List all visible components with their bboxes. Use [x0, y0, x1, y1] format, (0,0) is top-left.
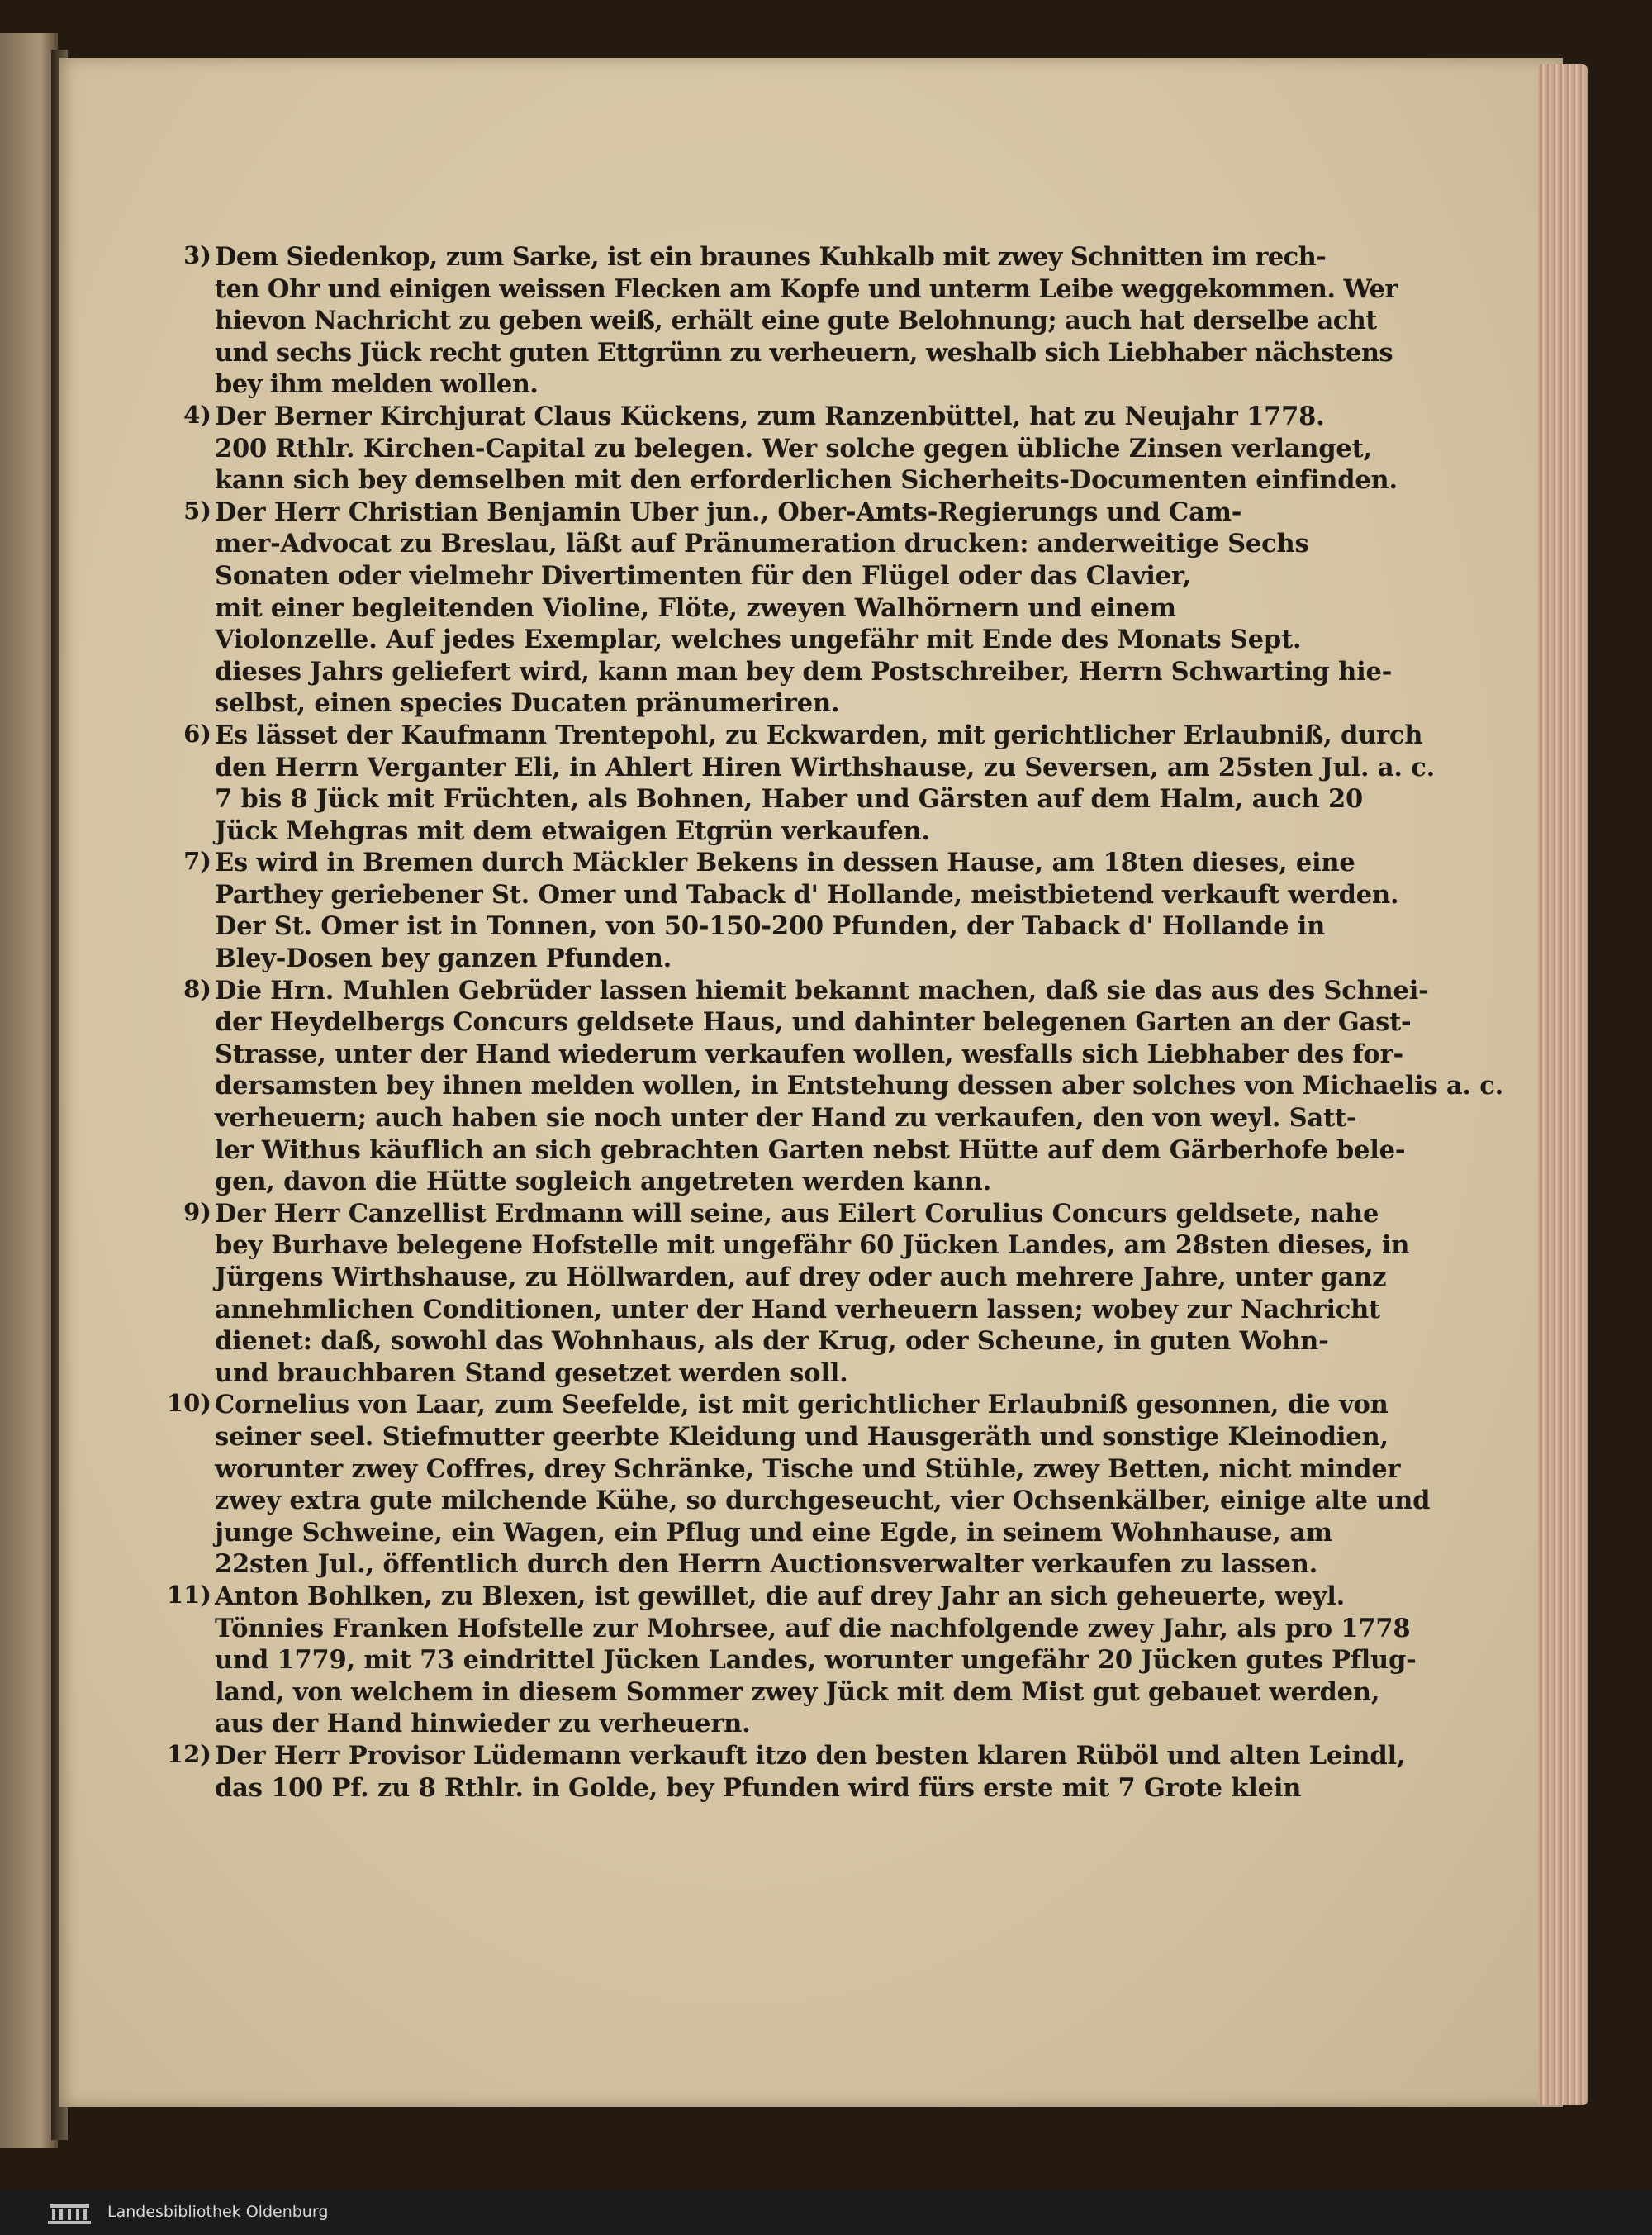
notice-line: mer-Advocat zu Breslau, läßt auf Pränumeration drucken: anderweitige Sechs [215, 529, 1309, 559]
footer-bar [0, 2190, 1652, 2235]
notice-line: verheuern; auch haben sie noch unter der Hand zu verkaufen, den von weyl. Satt- [215, 1103, 1357, 1134]
notice-number: 8) [183, 974, 211, 1003]
notice-entry [157, 496, 1393, 720]
library-name: Landesbibliothek Oldenburg [107, 2203, 329, 2221]
notice-line: dieses Jahrs geliefert wird, kann man bey dem Postschreiber, Herrn Schwarting hie- [215, 656, 1393, 687]
notice-line: das 100 Pf. zu 8 Rthlr. in Golde, bey Pfunden wird fürs erste mit 7 Grote klein [215, 1772, 1302, 1803]
notice-line: Jück Mehgras mit dem etwaigen Etgrün verkaufen. [215, 816, 930, 846]
notice-line: und sechs Jück recht guten Ettgrünn zu verheuern, weshalb sich Liebhaber nächstens [215, 337, 1393, 368]
notice-number: 6) [183, 719, 211, 748]
notice-line: Bley-Dosen bey ganzen Pfunden. [215, 944, 672, 974]
document-text-block [157, 241, 1504, 1804]
notice-line: Es lässet der Kaufmann Trentepohl, zu Eckwarden, mit gerichtlicher Erlaubniß, durch [215, 720, 1423, 750]
left-page-edge [0, 33, 58, 2148]
notice-entry [157, 400, 1398, 497]
notice-line: selbst, einen species Ducaten pränumeriren. [215, 688, 840, 719]
notice-entry [157, 1197, 1410, 1390]
notice-number: 12) [166, 1739, 211, 1768]
notice-line: 22sten Jul., öffentlich durch den Herrn Auctionsverwalter verkaufen zu lassen. [215, 1549, 1318, 1580]
notice-line: Dem Siedenkop, zum Sarke, ist ein braunes Kuhkalb mit zwey Schnitten im rech- [215, 242, 1327, 272]
notice-line: hievon Nachricht zu geben weiß, erhält eine gute Belohnung; auch hat derselbe acht [215, 306, 1377, 336]
notice-line: Es wird in Bremen durch Mäckler Bekens in dessen Hause, am 18ten dieses, eine [215, 848, 1355, 878]
notice-line: Sonaten oder vielmehr Divertimenten für den Flügel oder das Clavier, [215, 560, 1191, 591]
notice-line: den Herrn Verganter Eli, in Ahlert Hiren Wirthshause, zu Seversen, am 25sten Jul. a. c. [215, 752, 1436, 782]
notice-number: 3) [183, 241, 211, 269]
notice-line: Violonzelle. Auf jedes Exemplar, welches ungefähr mit Ende des Monats Sept. [215, 625, 1302, 655]
notice-line: und 1779, mit 73 eindrittel Jücken Landes, worunter ungefähr 20 Jücken gutes Pflug- [215, 1645, 1417, 1676]
notice-entry [157, 1580, 1417, 1740]
notice-line: kann sich bey demselben mit den erforderlichen Sicherheits-Documenten einfinden. [215, 465, 1398, 496]
notice-number: 11) [166, 1580, 211, 1609]
notice-line: bey ihm melden wollen. [215, 369, 539, 400]
notice-line: Tönnies Franken Hofstelle zur Mohrsee, auf die nachfolgende zwey Jahr, als pro 1778 [215, 1613, 1411, 1643]
page-stack-edge [1538, 64, 1588, 2105]
notice-entry [157, 719, 1436, 847]
notice-line: Jürgens Wirthshause, zu Höllwarden, auf drey oder auch mehrere Jahre, unter ganz [215, 1263, 1387, 1292]
notice-line: Der Herr Provisor Lüdemann verkauft itzo den besten klaren Rüböl und alten Leindl, [215, 1740, 1406, 1771]
notice-line: worunter zwey Coffres, drey Schränke, Tische und Stühle, zwey Betten, nicht minder [215, 1453, 1401, 1484]
notice-line: ten Ohr und einigen weissen Flecken am Kopfe und unterm Leibe weggekommen. Wer [215, 273, 1398, 304]
notice-entry [157, 974, 1504, 1198]
notice-number: 10) [166, 1389, 211, 1418]
notice-line: land, von welchem in diesem Sommer zwey Jück mit dem Mist gut gebauet werden, [215, 1676, 1380, 1707]
notice-line: Der Herr Canzellist Erdmann will seine, aus Eilert Corulius Concurs geldsete, nahe [215, 1198, 1379, 1229]
notice-line: Der St. Omer ist in Tonnen, von 50-150-200 Pfunden, der Taback d' Hollande in [215, 911, 1326, 942]
notice-line: Der Berner Kirchjurat Claus Kückens, zum Ranzenbüttel, hat zu Neujahr 1778. [215, 401, 1325, 431]
notice-line: 7 bis 8 Jück mit Früchten, als Bohnen, Haber und Gärsten auf dem Halm, auch 20 [215, 784, 1364, 815]
notice-number: 4) [183, 400, 211, 429]
notice-line: junge Schweine, ein Wagen, ein Pflug und eine Egde, in seinem Wohnhause, am [215, 1517, 1332, 1548]
notice-line: Parthey geriebener St. Omer und Taback d' Hollande, meistbietend verkauft werden. [215, 879, 1399, 910]
notice-line: Der Herr Christian Benjamin Uber jun., Ober-Amts-Regierungs und Cam- [215, 497, 1242, 527]
notice-line: gen, davon die Hütte sogleich angetreten werden kann. [215, 1167, 992, 1197]
notice-line: dersamsten bey ihnen melden wollen, in Entstehung dessen aber solches von Michaelis a. c. [215, 1071, 1504, 1101]
notice-line: aus der Hand hinwieder zu verheuern. [215, 1709, 751, 1739]
library-building-icon [46, 2199, 93, 2226]
notice-line: seiner seel. Stiefmutter geerbte Kleidung und Hausgeräth und sonstige Kleinodien, [215, 1421, 1389, 1452]
notice-line: und brauchbaren Stand gesetzet werden soll. [215, 1358, 848, 1388]
notice-line: der Heydelbergs Concurs geldsete Haus, und dahinter belegenen Garten an der Gast- [215, 1007, 1412, 1038]
notice-number: 7) [183, 847, 211, 876]
notice-line: Anton Bohlken, zu Blexen, ist gewillet, die auf drey Jahr an sich geheuerte, weyl. [215, 1581, 1346, 1611]
notice-entry [157, 1739, 1406, 1804]
notice-line: bey Burhave belegene Hofstelle mit ungefähr 60 Jücken Landes, am 28sten dieses, in [215, 1230, 1410, 1261]
notice-number: 5) [183, 496, 211, 525]
notice-line: Cornelius von Laar, zum Seefelde, ist mit gerichtlicher Erlaubniß gesonnen, die von [215, 1390, 1389, 1420]
notice-line: dienet: daß, sowohl das Wohnhaus, als der Krug, oder Scheune, in guten Wohn- [215, 1326, 1329, 1357]
notice-entry [157, 847, 1399, 974]
notice-line: zwey extra gute milchende Kühe, so durchgeseucht, vier Ochsenkälber, einige alte und [215, 1486, 1431, 1516]
notice-line: Die Hrn. Muhlen Gebrüder lassen hiemit bekannt machen, daß sie das aus des Schnei- [215, 975, 1429, 1006]
notice-line: ler Withus käuflich an sich gebrachten Garten nebst Hütte auf dem Gärberhofe bele- [215, 1134, 1406, 1165]
notice-number: 9) [183, 1197, 211, 1226]
notice-line: 200 Rthlr. Kirchen-Capital zu belegen. Wer solche gegen übliche Zinsen verlanget, [215, 433, 1372, 464]
notice-line: Strasse, unter der Hand wiederum verkaufen wollen, wesfalls sich Liebhaber des for- [215, 1039, 1403, 1069]
notice-entry [157, 1389, 1431, 1581]
notice-entry [157, 241, 1398, 401]
notice-line: mit einer begleitenden Violine, Flöte, zweyen Walhörnern und einem [215, 592, 1176, 623]
notice-line: annehmlichen Conditionen, unter der Hand verheuern lassen; wobey zur Nachricht [215, 1294, 1380, 1324]
